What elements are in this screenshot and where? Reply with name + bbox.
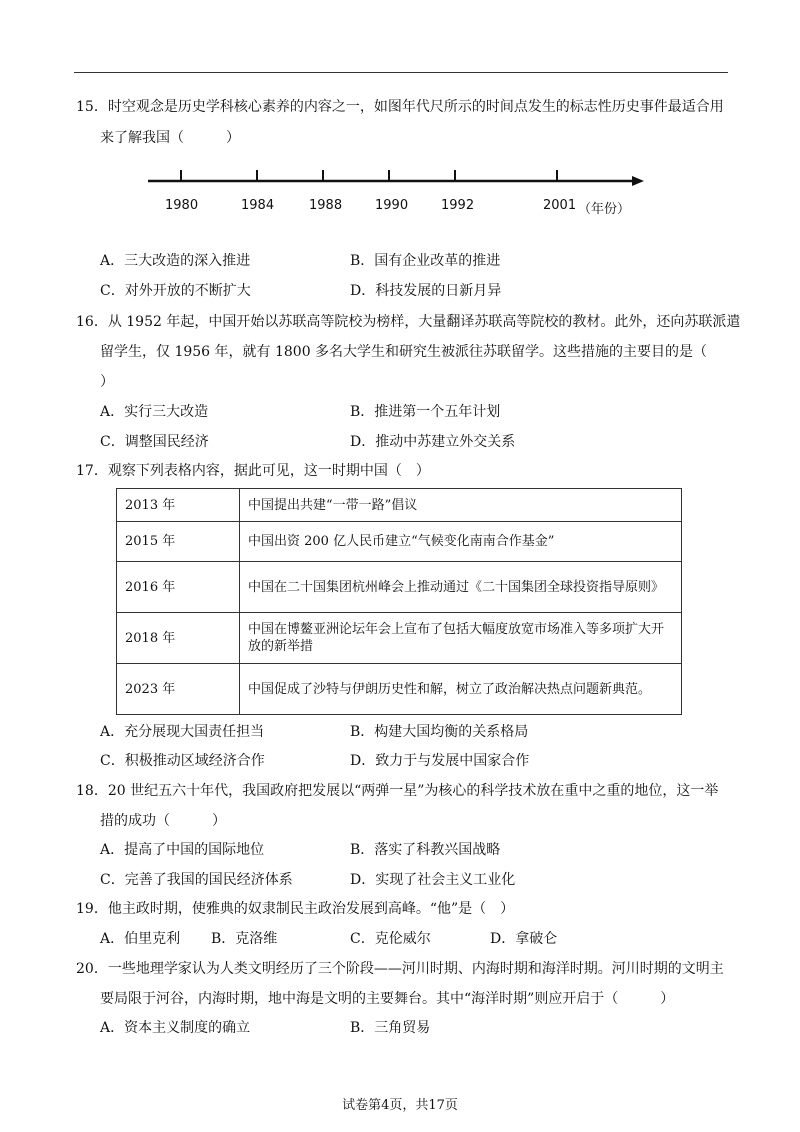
timeline-label-1990: 1990 bbox=[375, 198, 409, 213]
q17-option-d[interactable]: D．致力于与发展中国家合作 bbox=[350, 753, 530, 769]
table-cell-year: 2015 年 bbox=[117, 522, 240, 562]
year-timeline bbox=[0, 0, 800, 230]
q17-option-a[interactable]: A．充分展现大国责任担当 bbox=[100, 724, 265, 740]
table-cell-year: 2016 年 bbox=[117, 562, 240, 613]
table-row bbox=[117, 562, 682, 613]
q17-option-b[interactable]: B．构建大国均衡的关系格局 bbox=[350, 724, 529, 740]
q20-option-a[interactable]: A．资本主义制度的确立 bbox=[100, 1020, 251, 1036]
table-row bbox=[117, 489, 682, 522]
table-cell-event: 中国提出共建“一带一路”倡议 bbox=[240, 489, 682, 522]
timeline-arrowhead bbox=[632, 176, 644, 186]
q18-option-c[interactable]: C．完善了我国的国民经济体系 bbox=[100, 872, 293, 888]
q16-stem-line1: 16．从 1952 年起，中国开始以苏联高等院校为榜样，大量翻译苏联高等院校的教材。此外，还向苏联派遣 bbox=[76, 314, 741, 330]
q16-stem-line3: ） bbox=[100, 374, 114, 390]
q15-option-a[interactable]: A．三大改造的深入推进 bbox=[100, 253, 251, 269]
q20-stem-line2: 要局限于河谷，内海时期，地中海是文明的主要舞台。其中“海洋时期”则应开启于（ ） bbox=[100, 991, 675, 1007]
q17-stem-line1: 17．观察下列表格内容，据此可见，这一时期中国（ ） bbox=[76, 463, 430, 479]
table-cell-year: 2023 年 bbox=[117, 664, 240, 715]
table-cell-year: 2013 年 bbox=[117, 489, 240, 522]
timeline-label-1988: 1988 bbox=[309, 198, 343, 213]
timeline-label-1992: 1992 bbox=[441, 198, 475, 213]
q18-stem-line1: 18．20 世纪五六十年代，我国政府把发展以“两弹一星”为核心的科学技术放在重中之重的地位，这一举 bbox=[76, 783, 719, 799]
q16-option-d[interactable]: D．推动中苏建立外交关系 bbox=[350, 434, 516, 450]
q15-option-b[interactable]: B．国有企业改革的推进 bbox=[350, 253, 501, 269]
table-cell-event: 中国出资 200 亿人民币建立“气候变化南南合作基金” bbox=[240, 522, 682, 562]
q16-option-a[interactable]: A．实行三大改造 bbox=[100, 404, 209, 420]
q20-option-b[interactable]: B．三角贸易 bbox=[350, 1020, 431, 1036]
timeline-unit: （年份） bbox=[578, 202, 631, 217]
q19-option-a[interactable]: A．伯里克利 bbox=[100, 931, 181, 947]
q15-option-d[interactable]: D．科技发展的日新月异 bbox=[350, 283, 502, 299]
q15-option-c[interactable]: C．对外开放的不断扩大 bbox=[100, 283, 251, 299]
q16-option-c[interactable]: C．调整国民经济 bbox=[100, 434, 209, 450]
q19-option-d[interactable]: D．拿破仑 bbox=[490, 931, 558, 947]
table-cell-event: 中国促成了沙特与伊朗历史性和解，树立了政治解决热点问题新典范。 bbox=[240, 664, 682, 715]
table-cell-year: 2018 年 bbox=[117, 613, 240, 664]
timeline-label-2001: 2001 bbox=[543, 198, 577, 213]
table-row bbox=[117, 522, 682, 562]
timeline-label-1980: 1980 bbox=[165, 198, 199, 213]
q16-stem-line2: 留学生，仅 1956 年，就有 1800 多名大学生和研究生被派往苏联留学。这些措施的主要目的是（ bbox=[100, 344, 708, 360]
q18-option-b[interactable]: B．落实了科教兴国战略 bbox=[350, 842, 501, 858]
q16-option-b[interactable]: B．推进第一个五年计划 bbox=[350, 404, 501, 420]
q18-stem-line2: 措的成功（ ） bbox=[100, 813, 226, 829]
q18-option-a[interactable]: A．提高了中国的国际地位 bbox=[100, 842, 265, 858]
q17-events-table bbox=[116, 488, 682, 715]
q20-stem-line1: 20．一些地理学家认为人类文明经历了三个阶段——河川时期、内海时期和海洋时期。河川时期的文明主 bbox=[76, 961, 724, 977]
page-footer: 试卷第4页，共17页 bbox=[342, 1098, 458, 1113]
q15-stem-line1: 15．时空观念是历史学科核心素养的内容之一，如图年代尺所示的时间点发生的标志性历史事件最适合用 bbox=[76, 99, 724, 115]
table-row bbox=[117, 613, 682, 664]
q19-option-c[interactable]: C．克伦威尔 bbox=[350, 931, 431, 947]
q18-option-d[interactable]: D．实现了社会主义工业化 bbox=[350, 872, 516, 888]
table-row bbox=[117, 664, 682, 715]
q19-option-b[interactable]: B．克洛维 bbox=[211, 931, 278, 947]
table-cell-event: 中国在二十国集团杭州峰会上推动通过《二十国集团全球投资指导原则》 bbox=[240, 562, 682, 613]
q15-stem-line2: 来了解我国（ ） bbox=[100, 130, 240, 146]
q17-option-c[interactable]: C．积极推动区域经济合作 bbox=[100, 753, 265, 769]
table-cell-event: 中国在博鳌亚洲论坛年会上宣布了包括大幅度放宽市场准入等多项扩大开放的新举措 bbox=[240, 613, 682, 664]
q19-stem-line1: 19．他主政时期，使雅典的奴隶制民主政治发展到高峰。“他”是（ ） bbox=[76, 901, 515, 917]
timeline-label-1984: 1984 bbox=[241, 198, 275, 213]
